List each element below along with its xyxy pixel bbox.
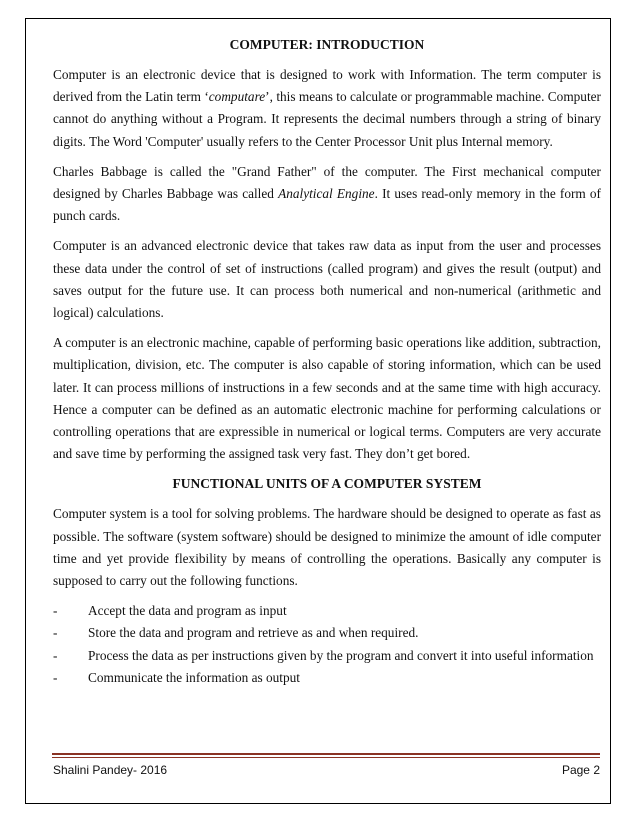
- section-paragraph: Computer system is a tool for solving problems. The hardware should be designed to operate as fast as possible. The software (system software) should be designed to minimize the amount of idle computer time and yet provide flexibility by means of controlling the operations. Basically any computer is supposed to carry out the following functions.: [53, 506, 601, 589]
- list-item-text: Communicate the information as output: [88, 669, 300, 685]
- latin-term: computare: [208, 89, 266, 105]
- list-item: [53, 645, 601, 667]
- function-list: [53, 600, 601, 689]
- list-item-text: Store the data and program and retrieve as and when required.: [88, 625, 419, 641]
- list-item-text: Accept the data and program as input: [88, 603, 287, 619]
- bullet-marker: -: [53, 669, 58, 685]
- intro-p2-end: . It uses read-only memory in the form of punch cards.: [53, 186, 601, 224]
- footer-page-number: Page 2: [561, 763, 600, 777]
- section-heading: FUNCTIONAL UNITS OF A COMPUTER SYSTEM: [172, 476, 482, 492]
- list-item: [53, 600, 601, 622]
- intro-paragraph-2: [53, 161, 601, 228]
- footer-rule: [52, 753, 600, 758]
- footer-author: Shalini Pandey- 2016: [53, 763, 168, 777]
- list-item-text: Process the data as per instructions given by the program and convert it into useful information: [88, 647, 594, 663]
- document-body: [53, 34, 601, 689]
- intro-paragraph-4: A computer is an electronic machine, capable of performing basic operations like addition, subtraction, multiplication, division, etc. The computer is also capable of storing information, which can be used later. It can process millions of instructions in a few seconds and at the same time with high accuracy. Hence a computer can be defined as an automatic electronic machine for performing calculations or controlling operations that are expressible in numerical or logical terms. Computers are very accurate and save time by performing the assigned task very fast. They don’t get bored.: [53, 335, 601, 462]
- intro-p1-end: ’, this means to calculate or programmable machine. Computer cannot do anything without a Program. It represents the decimal numbers through a string of binary digits. The Word 'Computer' usually refers to the Center Processor Unit plus Internal memory.: [53, 89, 601, 149]
- intro-p1-start: Computer is an electronic device that is designed to work with Information. The term computer is derived from the Latin term ‘: [53, 67, 601, 105]
- page-footer: [53, 763, 600, 777]
- analytical-engine-term: Analytical Engine: [278, 186, 375, 202]
- list-item: [53, 622, 601, 644]
- page-title: COMPUTER: INTRODUCTION: [229, 37, 425, 52]
- bullet-marker: -: [53, 647, 58, 663]
- intro-p2-start: Charles Babbage is called the "Grand Father" of the computer. The First mechanical computer designed by Charles Babbage was called: [53, 163, 601, 202]
- bullet-marker: -: [53, 603, 58, 619]
- intro-paragraph-1: [53, 64, 601, 153]
- intro-paragraph-3: Computer is an advanced electronic device that takes raw data as input from the user and processes these data under the control of set of instructions (called program) and gives the result (output) and saves output for the future use. It can process both numerical and non-numerical (arithmetic and logical) calculations.: [53, 238, 601, 321]
- list-item: [53, 667, 601, 689]
- bullet-marker: -: [53, 625, 58, 641]
